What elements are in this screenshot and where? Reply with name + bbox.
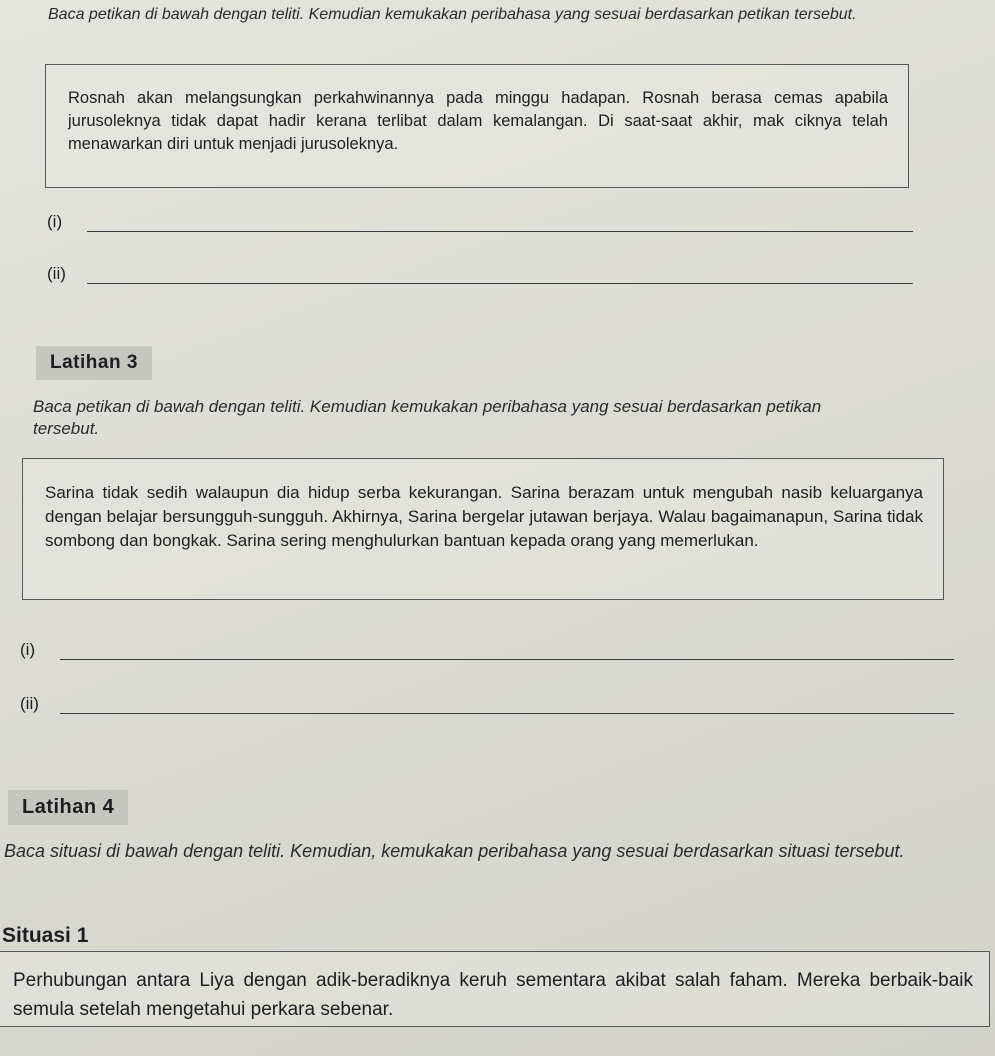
answer-line[interactable] — [60, 658, 954, 660]
instruction-top: Baca petikan di bawah dengan teliti. Kemudian kemukakan peribahasa yang sesuai berdasarkan petikan tersebut. — [48, 6, 857, 23]
latihan-3-heading: Latihan 3 — [36, 346, 152, 380]
answer-label: (ii) — [20, 694, 39, 713]
passage-latihan-3: Sarina tidak sedih walaupun dia hidup serba kekurangan. Sarina berazam untuk mengubah nasib keluarganya dengan belajar bersungguh-sungguh. Akhirnya, Sarina bergelar jutawan berjaya. Walau bagaimanapun, Sarina tidak sombong dan bongkak. Sarina sering menghulurkan bantuan kepada orang yang memerlukan. — [45, 483, 923, 550]
situasi-title: Situasi 1 — [2, 924, 89, 947]
answer-row-top-i — [47, 212, 913, 232]
instruction-latihan-3: Baca petikan di bawah dengan teliti. Kemudian kemukakan peribahasa yang sesuai berdasarkan petikan tersebut. — [33, 397, 822, 438]
answer-label: (i) — [47, 212, 63, 231]
latihan-4-heading: Latihan 4 — [8, 790, 128, 825]
answer-label: (ii) — [47, 264, 66, 283]
passage-box-top — [45, 64, 909, 188]
instruction-latihan-4: Baca situasi di bawah dengan teliti. Kemudian, kemukakan peribahasa yang sesuai berdasarkan situasi tersebut. — [4, 841, 905, 861]
answer-line[interactable] — [87, 282, 913, 284]
passage-box-latihan-3 — [22, 458, 944, 600]
situasi-text: Perhubungan antara Liya dengan adik-beradiknya keruh sementara akibat salah faham. Mereka berbaik-baik semula setelah mengetahui perkara sebenar. — [13, 970, 973, 1020]
answer-row-l3-i — [20, 640, 954, 660]
answer-row-top-ii — [47, 264, 913, 284]
situasi-box — [0, 951, 990, 1027]
answer-row-l3-ii — [20, 694, 954, 714]
answer-line[interactable] — [60, 712, 954, 714]
answer-label: (i) — [20, 640, 36, 659]
passage-top: Rosnah akan melangsungkan perkahwinannya pada minggu hadapan. Rosnah berasa cemas apabila jurusoleknya tidak dapat hadir kerana terlibat dalam kemalangan. Di saat-saat akhir, mak ciknya telah menawarkan diri untuk menjadi jurusoleknya. — [68, 89, 888, 153]
answer-line[interactable] — [87, 230, 913, 232]
